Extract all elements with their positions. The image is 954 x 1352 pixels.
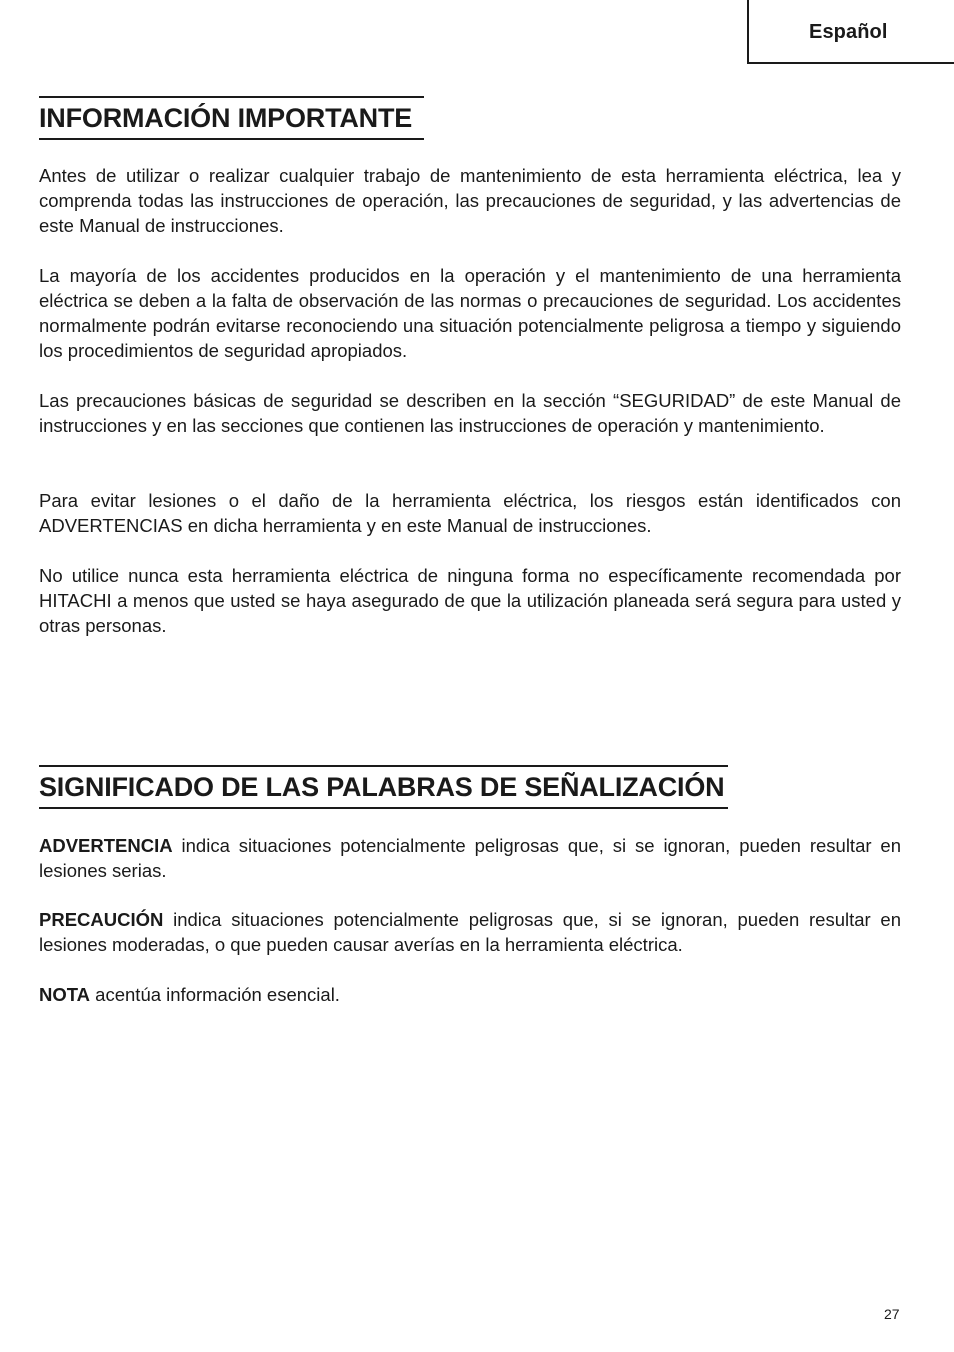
signal-word-warning [39,833,901,883]
page-number: 27 [884,1306,900,1322]
signal-term-caution: PRECAUCIÓN [39,909,164,930]
signal-description-note: acentúa información esencial. [90,984,340,1005]
paragraph-read-instructions: Antes de utilizar o realizar cualquier trabajo de mantenimiento de esta herramienta eléctrica, lea y comprenda todas las instrucciones de operación, las precauciones de seguridad, y las advertencias de este Manual de instrucciones. [39,165,901,236]
paragraph-accident-causes: La mayoría de los accidentes producidos en la operación y el mantenimiento de una herramienta eléctrica se deben a la falta de observación de las normas o precauciones de seguridad. Los accidentes normalmente podrán evitarse reconociendo una situación potencialmente peligrosa a tiempo y siguiendo los procedimientos de seguridad apropiados. [39,265,901,361]
section-title-signal-words: SIGNIFICADO DE LAS PALABRAS DE SEÑALIZACIÓN [39,765,728,809]
signal-term-note: NOTA [39,984,91,1005]
signal-description-warning: indica situaciones potencialmente peligrosas que, si se ignoran, pueden resultar en lesiones serias. [39,835,901,881]
language-label: Español [809,21,888,43]
paragraph-basic-precautions: Las precauciones básicas de seguridad se describen en la sección “SEGURIDAD” de este Manual de instrucciones y en las secciones que contienen las instrucciones de operación y mantenimiento. [39,390,901,436]
signal-word-note [39,982,901,1007]
signal-term-warning: ADVERTENCIA [39,835,173,856]
language-tab [747,0,954,64]
section-title-important-information: INFORMACIÓN IMPORTANTE [39,96,424,140]
paragraph-hazard-warnings: Para evitar lesiones o el daño de la herramienta eléctrica, los riesgos están identificados con ADVERTENCIAS en dicha herramienta y en este Manual de instrucciones. [39,490,901,536]
signal-description-caution: indica situaciones potencialmente peligrosas que, si se ignoran, pueden resultar en lesiones moderadas, o que pueden causar averías en la herramienta eléctrica. [39,909,901,955]
signal-word-caution [39,907,901,957]
paragraph-recommended-use: No utilice nunca esta herramienta eléctrica de ninguna forma no específicamente recomendada por HITACHI a menos que usted se haya asegurado de que la utilización planeada será segura para usted y otras personas. [39,565,901,636]
